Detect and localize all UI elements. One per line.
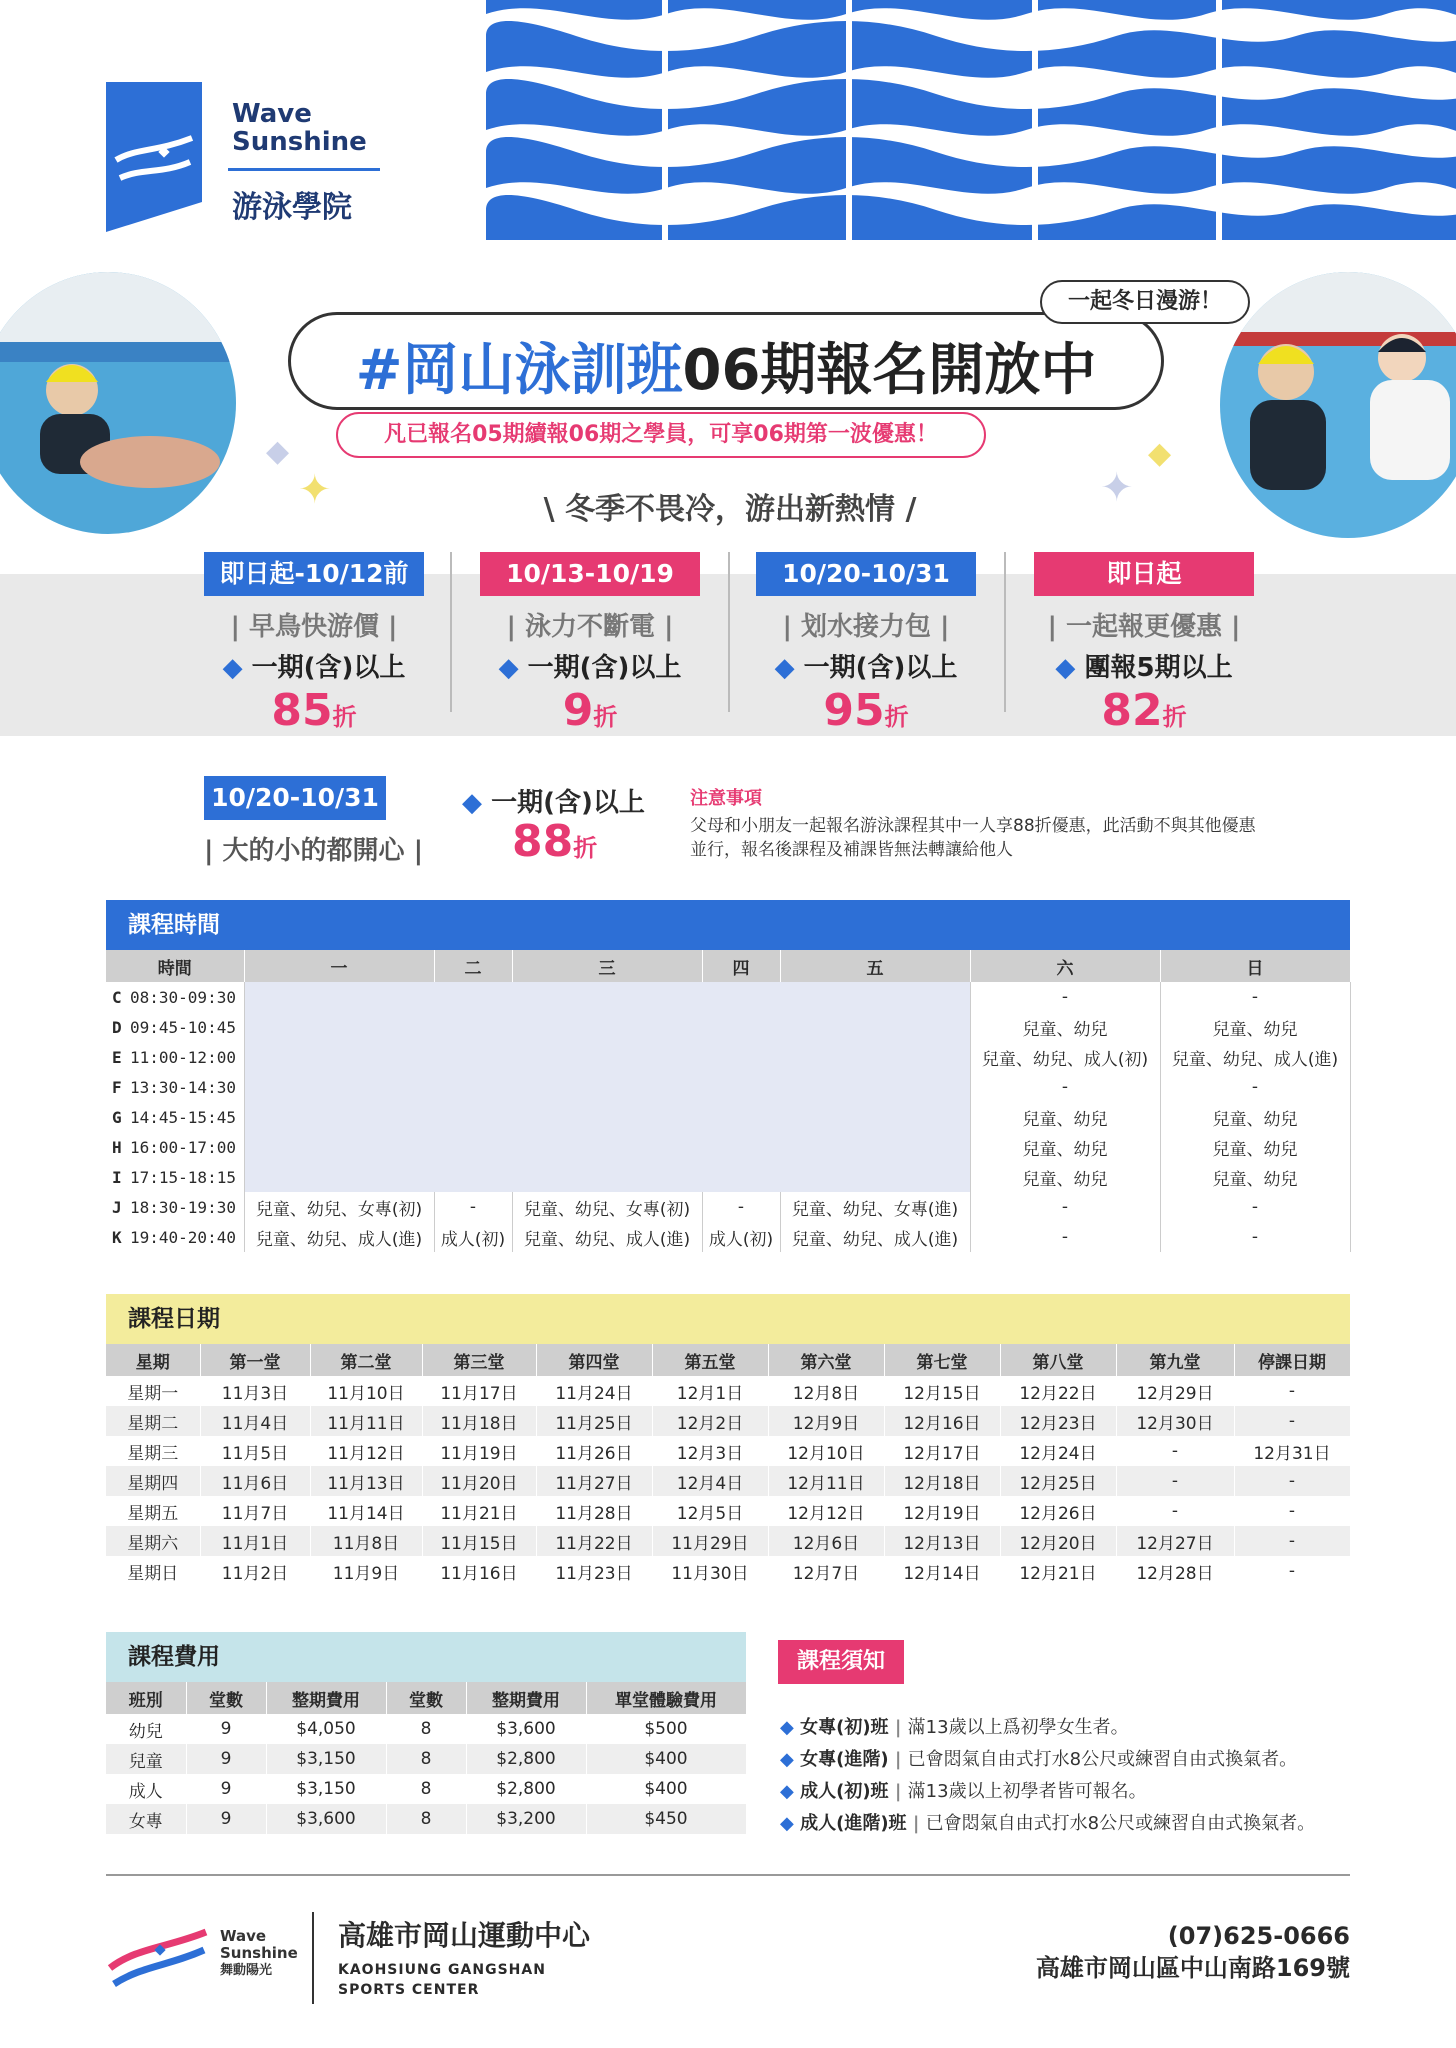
notes-text: 父母和小朋友一起報名游泳課程其中一人享88折優惠，此活動不與其他優惠並行，報名後課程及補課皆無法轉讓給他人 xyxy=(690,816,1256,860)
fees-cell: 8 xyxy=(386,1714,466,1744)
time-code: C xyxy=(112,987,122,1007)
diamond-icon: ◆ xyxy=(780,1749,801,1770)
fees-cell: 8 xyxy=(386,1804,466,1834)
title-main: 06期報名開放中 xyxy=(682,338,1097,403)
schedule-weekday-cell: 兒童、幼兒、成人(進) xyxy=(244,1222,434,1252)
dates-cell: 星期四 xyxy=(106,1466,200,1496)
dates-cell: - xyxy=(1234,1526,1350,1556)
slogan: \ 冬季不畏冷，游出新熱情 / xyxy=(543,492,917,527)
time-range: 13:30-14:30 xyxy=(130,1077,236,1097)
fees-cell: $3,150 xyxy=(266,1744,386,1774)
promo-tag: 10/20-10/31 xyxy=(756,552,976,596)
dates-cell: 12月1日 xyxy=(652,1376,768,1406)
notice-text: 滿13歲以上爲初學女生者。 xyxy=(907,1717,1129,1738)
schedule-sun-cell: 兒童、幼兒、成人(進) xyxy=(1160,1042,1350,1072)
dates-cell: 12月24日 xyxy=(1000,1436,1116,1466)
dates-cell: 12月26日 xyxy=(1000,1496,1116,1526)
time-range: 14:45-15:45 xyxy=(130,1107,236,1127)
dates-cell: 12月9日 xyxy=(768,1406,884,1436)
dates-cell: 12月29日 xyxy=(1116,1376,1234,1406)
diamond-icon: ◆ xyxy=(780,1717,801,1738)
footer-phone: (07)625-0666 xyxy=(1167,1922,1350,1950)
schedule-weekday-cell: - xyxy=(702,1192,780,1222)
fees-cell: $3,150 xyxy=(266,1774,386,1804)
dates-cell: - xyxy=(1234,1376,1350,1406)
dates-header-cell: 第二堂 xyxy=(310,1344,422,1376)
brand-name: Wave Sunshine xyxy=(232,99,367,157)
dates-cell: 12月12日 xyxy=(768,1496,884,1526)
schedule-weekday-cell: 成人(初) xyxy=(434,1222,512,1252)
fees-cell: 9 xyxy=(186,1744,266,1774)
notice-text: 已會悶氣自由式打水8公尺或練習自由式換氣者。 xyxy=(907,1749,1298,1770)
dates-cell: 11月28日 xyxy=(536,1496,652,1526)
schedule-row xyxy=(106,1222,1350,1252)
dates-row xyxy=(106,1496,1350,1526)
time-code: H xyxy=(112,1137,122,1157)
promo-divider xyxy=(1004,552,1006,712)
dates-cell: 11月5日 xyxy=(200,1436,310,1466)
schedule-sat-cell: 兒童、幼兒 xyxy=(970,1012,1160,1042)
fees-header-cell: 堂數 xyxy=(386,1682,466,1714)
time-range: 18:30-19:30 xyxy=(130,1197,236,1217)
dates-header-cell: 星期 xyxy=(106,1344,200,1376)
dates-header-cell: 第三堂 xyxy=(422,1344,536,1376)
dates-cell: 12月8日 xyxy=(768,1376,884,1406)
dates-cell: 11月19日 xyxy=(422,1436,536,1466)
schedule-sun-cell: - xyxy=(1160,1222,1350,1252)
schedule-time-cell xyxy=(106,1072,244,1102)
dates-cell: 11月4日 xyxy=(200,1406,310,1436)
diamond-icon: ◆ xyxy=(222,653,243,683)
promo-discount: 85折 xyxy=(271,685,357,736)
notice-class: 成人(初)班 xyxy=(800,1781,889,1802)
dates-cell: 12月2日 xyxy=(652,1406,768,1436)
dates-cell: 11月21日 xyxy=(422,1496,536,1526)
dates-cell: 11月9日 xyxy=(310,1556,422,1586)
promo-discount: 95折 xyxy=(823,685,909,736)
notes-heading: 注意事項 xyxy=(690,788,762,809)
dates-header-cell: 第六堂 xyxy=(768,1344,884,1376)
brand-cn-name: 游泳學院 xyxy=(232,190,352,225)
promo-divider xyxy=(728,552,730,712)
winter-bubble: 一起冬日漫游！ xyxy=(1040,280,1250,324)
fees-section xyxy=(106,1632,746,1834)
dates-header-cell: 第五堂 xyxy=(652,1344,768,1376)
dates-cell: 12月28日 xyxy=(1116,1556,1234,1586)
photo-coach-right xyxy=(1220,272,1456,538)
dates-cell: 11月16日 xyxy=(422,1556,536,1586)
time-code: F xyxy=(112,1077,122,1097)
schedule-sun-cell: 兒童、幼兒 xyxy=(1160,1102,1350,1132)
fees-cell: 8 xyxy=(386,1774,466,1804)
dates-cell: - xyxy=(1116,1436,1234,1466)
dates-header-cell: 第四堂 xyxy=(536,1344,652,1376)
diamond-icon: ◆ xyxy=(498,653,519,683)
fees-cell: $450 xyxy=(586,1804,746,1834)
course-notice-list xyxy=(780,1712,1420,1840)
notice-item xyxy=(780,1776,1420,1808)
diamond-icon: ◆ xyxy=(462,788,482,818)
dates-cell: 12月25日 xyxy=(1000,1466,1116,1496)
dates-cell: 11月10日 xyxy=(310,1376,422,1406)
schedule-header-cell: 日 xyxy=(1160,950,1350,982)
schedule-header-row xyxy=(106,950,1350,982)
fees-header-cell: 堂數 xyxy=(186,1682,266,1714)
fees-cell: 幼兒 xyxy=(106,1714,186,1744)
promo-group xyxy=(1034,552,1254,742)
promo-discount: 9折 xyxy=(562,685,618,736)
schedule-heading: 課程時間 xyxy=(106,900,1350,950)
dates-cell: 星期日 xyxy=(106,1556,200,1586)
dates-header-cell: 第八堂 xyxy=(1000,1344,1116,1376)
promo-subtitle: | 早鳥快游價 | xyxy=(230,612,398,642)
dates-cell: 12月27日 xyxy=(1116,1526,1234,1556)
schedule-header-cell: 三 xyxy=(512,950,702,982)
fees-header-cell: 整期費用 xyxy=(266,1682,386,1714)
notice-text: 已會悶氣自由式打水8公尺或練習自由式換氣者。 xyxy=(925,1813,1316,1834)
fees-cell: $3,600 xyxy=(466,1714,586,1744)
dates-cell: 11月12日 xyxy=(310,1436,422,1466)
fees-header-cell: 單堂體驗費用 xyxy=(586,1682,746,1714)
dates-cell: 12月15日 xyxy=(884,1376,1000,1406)
schedule-sun-cell: - xyxy=(1160,982,1350,1012)
fees-cell: $400 xyxy=(586,1744,746,1774)
time-range: 09:45-10:45 xyxy=(130,1017,236,1037)
schedule-row xyxy=(106,982,1350,1012)
fees-table xyxy=(106,1682,747,1834)
fees-cell: 成人 xyxy=(106,1774,186,1804)
dates-cell: 11月6日 xyxy=(200,1466,310,1496)
fees-cell: $3,600 xyxy=(266,1804,386,1834)
dates-cell: 12月23日 xyxy=(1000,1406,1116,1436)
dates-header-row xyxy=(106,1344,1350,1376)
footer-address: 高雄市岡山區中山南路169號 xyxy=(1035,1954,1350,1982)
dates-cell: - xyxy=(1234,1556,1350,1586)
fees-cell: 9 xyxy=(186,1774,266,1804)
fees-cell: $2,800 xyxy=(466,1774,586,1804)
fees-heading: 課程費用 xyxy=(106,1632,746,1682)
footer-logo-mark xyxy=(106,1918,210,1992)
schedule-sun-cell: - xyxy=(1160,1072,1350,1102)
schedule-header-cell: 一 xyxy=(244,950,434,982)
dates-cell: 11月25日 xyxy=(536,1406,652,1436)
course-notice-tag: 課程須知 xyxy=(778,1640,904,1684)
schedule-weekday-cell: 兒童、幼兒、女專(初) xyxy=(244,1192,434,1222)
footer-brand: Wave Sunshine 舞動陽光 xyxy=(220,1927,298,1978)
dates-cell: 11月11日 xyxy=(310,1406,422,1436)
schedule-sat-cell: - xyxy=(970,1072,1160,1102)
dates-cell: 12月7日 xyxy=(768,1556,884,1586)
time-code: E xyxy=(112,1047,122,1067)
time-code: J xyxy=(112,1197,122,1217)
fees-row xyxy=(106,1774,746,1804)
schedule-time-cell xyxy=(106,1102,244,1132)
promo-family-tag: 10/20-10/31 xyxy=(204,776,386,820)
promo-subtitle: | 一起報更優惠 | xyxy=(1047,612,1241,642)
dates-row xyxy=(106,1436,1350,1466)
footer-vertical-divider xyxy=(312,1912,314,2004)
dates-cell: 11月15日 xyxy=(422,1526,536,1556)
dates-section xyxy=(106,1294,1350,1586)
dates-cell: 12月21日 xyxy=(1000,1556,1116,1586)
dates-cell: 星期五 xyxy=(106,1496,200,1526)
time-range: 08:30-09:30 xyxy=(130,987,236,1007)
dates-cell: 星期一 xyxy=(106,1376,200,1406)
schedule-header-cell: 六 xyxy=(970,950,1160,982)
schedule-weekday-cell: - xyxy=(434,1192,512,1222)
dates-cell: 11月27日 xyxy=(536,1466,652,1496)
brand-logo-mark xyxy=(106,82,202,232)
schedule-sun-cell: 兒童、幼兒 xyxy=(1160,1162,1350,1192)
dates-cell: 11月3日 xyxy=(200,1376,310,1406)
sparkle-icon: ◆ xyxy=(1148,436,1172,471)
notice-text: 滿13歲以上初學者皆可報名。 xyxy=(907,1781,1147,1802)
schedule-time-cell xyxy=(106,1012,244,1042)
notice-separator: | xyxy=(906,1813,926,1834)
promo-power xyxy=(480,552,700,742)
schedule-time-cell xyxy=(106,1042,244,1072)
promo-condition: ◆ 一期(含)以上 xyxy=(498,653,682,683)
schedule-header-cell: 時間 xyxy=(106,950,244,982)
schedule-sat-cell: - xyxy=(970,982,1160,1012)
schedule-weekday-cell: 成人(初) xyxy=(702,1222,780,1252)
notice-item xyxy=(780,1712,1420,1744)
brand-divider xyxy=(228,168,380,171)
dates-cell: 11月24日 xyxy=(536,1376,652,1406)
dates-cell: - xyxy=(1116,1466,1234,1496)
dates-cell: 11月26日 xyxy=(536,1436,652,1466)
dates-cell: 11月20日 xyxy=(422,1466,536,1496)
schedule-weekday-cell: 兒童、幼兒、女專(初) xyxy=(512,1192,702,1222)
dates-table xyxy=(106,1344,1351,1586)
dates-cell: 12月13日 xyxy=(884,1526,1000,1556)
page-title xyxy=(288,326,1164,406)
time-code: K xyxy=(112,1227,122,1247)
schedule-header-cell: 五 xyxy=(780,950,970,982)
schedule-weekday-cell: 兒童、幼兒、成人(進) xyxy=(780,1222,970,1252)
schedule-sat-cell: 兒童、幼兒 xyxy=(970,1162,1160,1192)
diamond-icon: ◆ xyxy=(780,1813,801,1834)
dates-cell: 11月1日 xyxy=(200,1526,310,1556)
wave-pattern-banner xyxy=(486,0,1456,240)
time-range: 17:15-18:15 xyxy=(130,1167,236,1187)
notice-item xyxy=(780,1744,1420,1776)
notice-separator: | xyxy=(888,1717,908,1738)
dates-cell: 11月18日 xyxy=(422,1406,536,1436)
dates-cell: - xyxy=(1234,1406,1350,1436)
dates-cell: 11月23日 xyxy=(536,1556,652,1586)
dates-cell: 12月17日 xyxy=(884,1436,1000,1466)
promo-early-bird xyxy=(204,552,424,742)
promo-subtitle: | 泳力不斷電 | xyxy=(506,612,674,642)
dates-cell: - xyxy=(1234,1466,1350,1496)
schedule-header-cell: 二 xyxy=(434,950,512,982)
notice-separator: | xyxy=(888,1781,908,1802)
dates-cell: - xyxy=(1116,1496,1234,1526)
dates-header-cell: 停課日期 xyxy=(1234,1344,1350,1376)
dates-row xyxy=(106,1376,1350,1406)
dates-header-cell: 第九堂 xyxy=(1116,1344,1234,1376)
dates-cell: 11月7日 xyxy=(200,1496,310,1526)
schedule-table xyxy=(106,950,1351,1252)
dates-heading: 課程日期 xyxy=(106,1294,1350,1344)
sparkle-icon: ✦ xyxy=(1100,465,1134,511)
schedule-row xyxy=(106,1192,1350,1222)
promo-tag: 10/13-10/19 xyxy=(480,552,700,596)
dates-cell: 12月3日 xyxy=(652,1436,768,1466)
dates-cell: 星期六 xyxy=(106,1526,200,1556)
schedule-sun-cell: 兒童、幼兒 xyxy=(1160,1012,1350,1042)
fees-cell: 兒童 xyxy=(106,1744,186,1774)
sparkle-icon: ◆ xyxy=(266,434,290,469)
promo-family-discount: 88折 xyxy=(512,816,598,867)
dates-cell: 11月14日 xyxy=(310,1496,422,1526)
notice-class: 女專(初)班 xyxy=(800,1717,889,1738)
fees-cell: $3,200 xyxy=(466,1804,586,1834)
dates-cell: 11月17日 xyxy=(422,1376,536,1406)
notice-item xyxy=(780,1808,1420,1840)
schedule-weekday-cell: 兒童、幼兒、成人(進) xyxy=(512,1222,702,1252)
dates-cell: 星期二 xyxy=(106,1406,200,1436)
dates-cell: 11月22日 xyxy=(536,1526,652,1556)
notice-class: 女專(進階) xyxy=(800,1749,889,1770)
promo-family-condition: ◆ 一期(含)以上 xyxy=(462,788,645,818)
dates-cell: 12月20日 xyxy=(1000,1526,1116,1556)
fees-cell: $400 xyxy=(586,1774,746,1804)
schedule-sun-cell: - xyxy=(1160,1192,1350,1222)
time-code: I xyxy=(112,1167,122,1187)
schedule-time-cell xyxy=(106,1222,244,1252)
time-range: 16:00-17:00 xyxy=(130,1137,236,1157)
dates-cell: 12月5日 xyxy=(652,1496,768,1526)
fees-cell: $500 xyxy=(586,1714,746,1744)
footer-center-name: 高雄市岡山運動中心 KAOHSIUNG GANGSHAN SPORTS CENTER xyxy=(338,1919,591,1998)
promo-condition: ◆ 一期(含)以上 xyxy=(774,653,958,683)
dates-cell: 11月30日 xyxy=(652,1556,768,1586)
fees-cell: 8 xyxy=(386,1744,466,1774)
schedule-sat-cell: - xyxy=(970,1222,1160,1252)
diamond-icon: ◆ xyxy=(1055,653,1076,683)
dates-cell: 11月29日 xyxy=(652,1526,768,1556)
dates-row xyxy=(106,1526,1350,1556)
dates-cell: 12月4日 xyxy=(652,1466,768,1496)
dates-header-cell: 第七堂 xyxy=(884,1344,1000,1376)
fees-header-row xyxy=(106,1682,746,1714)
dates-cell: - xyxy=(1234,1496,1350,1526)
schedule-header-cell: 四 xyxy=(702,950,780,982)
dates-cell: 12月6日 xyxy=(768,1526,884,1556)
title-hashtag: #岡山泳訓班 xyxy=(355,338,683,403)
footer-divider xyxy=(106,1874,1350,1876)
dates-header-cell: 第一堂 xyxy=(200,1344,310,1376)
dates-row xyxy=(106,1556,1350,1586)
schedule-weekday-cell: 兒童、幼兒、女專(進) xyxy=(780,1192,970,1222)
dates-cell: 11月13日 xyxy=(310,1466,422,1496)
promo-discount: 82折 xyxy=(1101,685,1187,736)
time-code: G xyxy=(112,1107,122,1127)
dates-cell: 12月19日 xyxy=(884,1496,1000,1526)
dates-cell: 12月10日 xyxy=(768,1436,884,1466)
schedule-sat-cell: 兒童、幼兒 xyxy=(970,1102,1160,1132)
fees-row xyxy=(106,1714,746,1744)
footer-contact xyxy=(950,1920,1350,1984)
promo-divider xyxy=(450,552,452,712)
dates-cell: 11月2日 xyxy=(200,1556,310,1586)
dates-cell: 星期三 xyxy=(106,1436,200,1466)
diamond-icon: ◆ xyxy=(774,653,795,683)
fees-cell: 女專 xyxy=(106,1804,186,1834)
promo-family-subtitle: | 大的小的都開心 | xyxy=(204,836,424,866)
photo-coach-left xyxy=(0,272,236,534)
fees-row xyxy=(106,1744,746,1774)
schedule-time-cell xyxy=(106,1192,244,1222)
fees-header-cell: 整期費用 xyxy=(466,1682,586,1714)
sparkle-icon: ✦ xyxy=(298,467,332,513)
dates-cell: 12月16日 xyxy=(884,1406,1000,1436)
promo-tag: 即日起 xyxy=(1034,552,1254,596)
notice-separator: | xyxy=(888,1749,908,1770)
notice-class: 成人(進階)班 xyxy=(800,1813,907,1834)
dates-cell: 12月22日 xyxy=(1000,1376,1116,1406)
fees-cell: $4,050 xyxy=(266,1714,386,1744)
wave-pattern-graphic xyxy=(486,0,1456,240)
diamond-icon: ◆ xyxy=(780,1781,801,1802)
schedule-sat-cell: - xyxy=(970,1192,1160,1222)
promo-condition: ◆ 一期(含)以上 xyxy=(222,653,406,683)
dates-cell: 12月30日 xyxy=(1116,1406,1234,1436)
renewal-offer-pill: 凡已報名05期續報06期之學員，可享06期第一波優惠！ xyxy=(336,412,986,458)
schedule-unavailable-block xyxy=(244,982,970,1192)
fees-cell: $2,800 xyxy=(466,1744,586,1774)
schedule-section xyxy=(106,900,1350,1252)
schedule-time-cell xyxy=(106,1132,244,1162)
promo-relay xyxy=(756,552,976,742)
schedule-time-cell xyxy=(106,1162,244,1192)
schedule-time-cell xyxy=(106,982,244,1012)
dates-cell: 12月31日 xyxy=(1234,1436,1350,1466)
fees-row xyxy=(106,1804,746,1834)
dates-cell: 11月8日 xyxy=(310,1526,422,1556)
time-code: D xyxy=(112,1017,122,1037)
fees-cell: 9 xyxy=(186,1714,266,1744)
schedule-sat-cell: 兒童、幼兒、成人(初) xyxy=(970,1042,1160,1072)
dates-cell: 12月11日 xyxy=(768,1466,884,1496)
dates-cell: 12月18日 xyxy=(884,1466,1000,1496)
schedule-sun-cell: 兒童、幼兒 xyxy=(1160,1132,1350,1162)
dates-cell: 12月14日 xyxy=(884,1556,1000,1586)
promo-tag: 即日起-10/12前 xyxy=(204,552,424,596)
dates-row xyxy=(106,1466,1350,1496)
time-range: 11:00-12:00 xyxy=(130,1047,236,1067)
time-range: 19:40-20:40 xyxy=(130,1227,236,1247)
dates-row xyxy=(106,1406,1350,1436)
fees-cell: 9 xyxy=(186,1804,266,1834)
fees-header-cell: 班別 xyxy=(106,1682,186,1714)
promo-subtitle: | 划水接力包 | xyxy=(782,612,950,642)
promo-condition: ◆ 團報5期以上 xyxy=(1055,653,1233,683)
schedule-sat-cell: 兒童、幼兒 xyxy=(970,1132,1160,1162)
